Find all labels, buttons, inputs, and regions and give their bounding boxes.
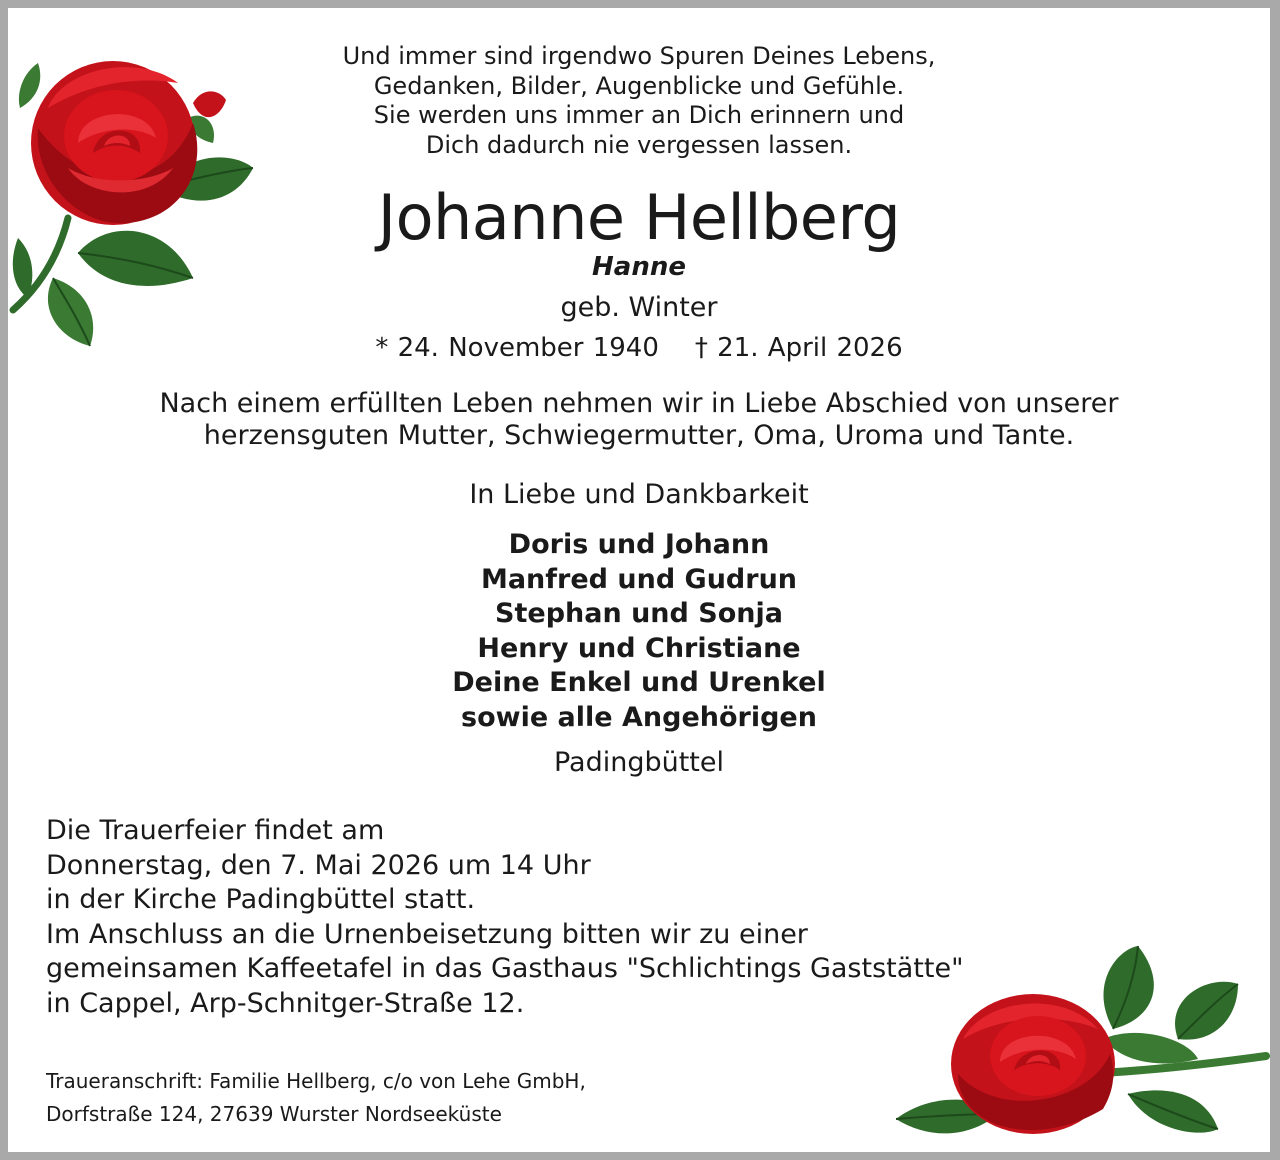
family-member: Stephan und Sonja [495,598,783,629]
verse-line: Und immer sind irgendwo Spuren Deines Lebens, [342,42,936,70]
service-line: Im Anschluss an die Urnenbeisetzung bitten wir zu einer [46,918,808,950]
message-line: Nach einem erfüllten Leben nehmen wir in Liebe Abschied von unserer [159,388,1119,419]
family-member: Deine Enkel und Urenkel [452,667,826,698]
family-list [8,528,1270,735]
message-line: herzensguten Mutter, Schwiegermutter, Oma, Uroma und Tante. [203,420,1075,451]
life-dates [8,331,1270,365]
service-line: Die Trauerfeier findet am [46,815,385,846]
birth-name: geb. Winter [560,292,718,323]
service-line: gemeinsamen Kaffeetafel in das Gasthaus "Schlichtings Gaststätte" [46,953,964,984]
memorial-verse [8,42,1270,160]
address-line: Traueranschrift: Familie Hellberg, c/o von Lehe GmbH, [46,1069,586,1093]
deceased-name: Johanne Hellberg [377,181,901,254]
verse-line: Gedanken, Bilder, Augenblicke und Gefühle. [373,71,905,100]
family-member: sowie alle Angehörigen [461,701,817,733]
service-line: in der Kirche Padingbüttel statt. [46,884,476,915]
thanks-line: In Liebe und Dankbarkeit [469,479,809,510]
funeral-service-info [46,814,964,1021]
mourning-address [46,1065,586,1131]
place-name: Padingbüttel [553,747,725,778]
obituary-notice [8,8,1270,1152]
address-line: Dorfstraße 124, 27639 Wurster Nordseeküste [46,1102,502,1126]
family-member: Henry und Christiane [477,632,801,664]
service-line: Donnerstag, den 7. Mai 2026 um 14 Uhr [46,849,591,881]
birth-date: * 24. November 1940 [375,333,659,363]
verse-line: Sie werden uns immer an Dich erinnern und [373,101,905,129]
service-line: in Cappel, Arp-Schnitger-Straße 12. [46,987,525,1019]
farewell-message [8,388,1270,452]
family-member: Manfred und Gudrun [480,563,798,595]
verse-line: Dich dadurch nie vergessen lassen. [425,130,853,159]
deceased-nickname: Hanne [592,252,686,282]
death-date: † 21. April 2026 [694,333,903,363]
family-member: Doris und Johann [508,529,770,560]
